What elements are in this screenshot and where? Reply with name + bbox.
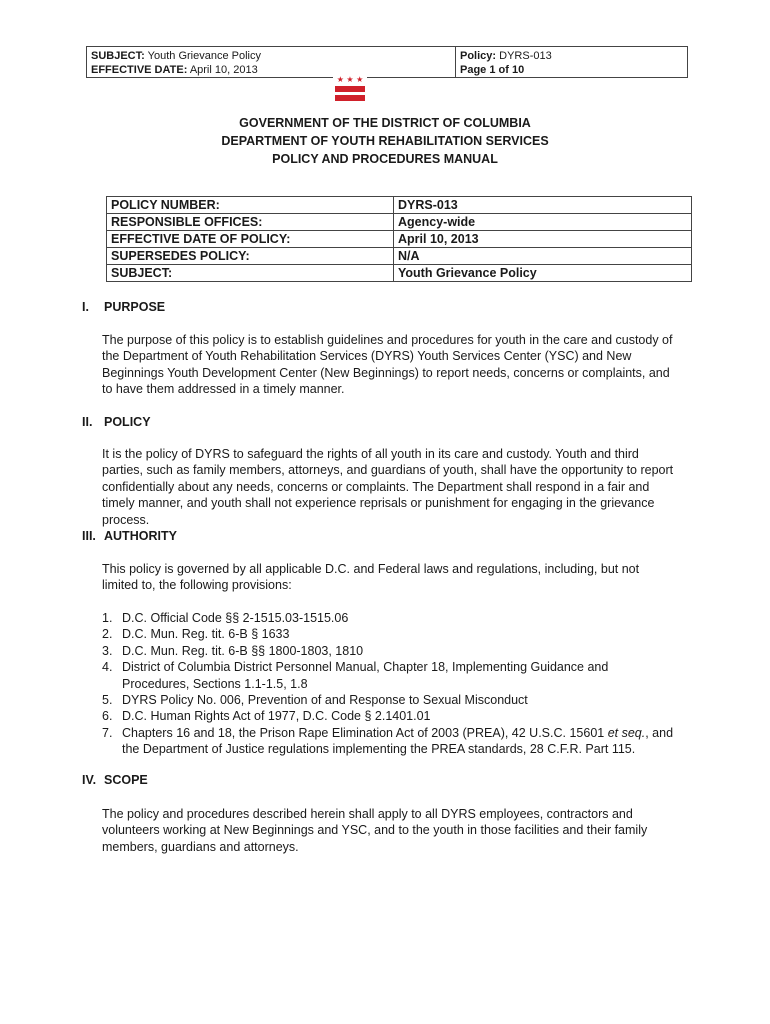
list-item: 2. D.C. Mun. Reg. tit. 6-B § 1633 <box>102 627 290 642</box>
section-heading-authority <box>82 528 177 544</box>
section-title: PURPOSE <box>104 300 166 314</box>
dc-flag-icon <box>333 73 367 103</box>
list-item: 3. D.C. Mun. Reg. tit. 6-B §§ 1800-1803, 1810 <box>102 643 364 658</box>
scope-paragraph: The policy and procedures described herein shall apply to all DYRS employees, contractors and volunteers working at New Beginnings and YSC, and to the youth in those facilities and their family members, guardians and attorneys. <box>102 807 648 854</box>
responsible-offices-value: Agency-wide <box>394 214 692 231</box>
list-item: 7. Chapters 16 and 18, the Prison Rape Elimination Act of 2003 (PREA), 42 U.S.C. 15601 et seq., and the Department of Justice regulations implementing the PREA standards, 28 C.F.R. Part 115. <box>102 725 674 757</box>
supersedes-label: SUPERSEDES POLICY: <box>107 248 394 265</box>
page-header <box>86 46 688 78</box>
list-item: 4. District of Columbia District Personnel Manual, Chapter 18, Implementing Guidance and Procedures, Sections 1.1-1.5, 1.8 <box>102 660 609 691</box>
policy-paragraph: It is the policy of DYRS to safeguard the rights of all youth in its care and custody. Youth and third parties, such as family members, attorneys, and guardians of youth, shall have the opportunity to report confidentially about any needs, concerns or complaints. The Department shall respond in a fair and timely manner, and youth shall not experience reprisals or punishment for engaging in the grievance process. <box>102 447 674 527</box>
subject-label: SUBJECT: <box>107 265 394 282</box>
header-policy-value: DYRS-013 <box>499 50 552 62</box>
section-title: AUTHORITY <box>104 529 177 543</box>
section-number: III. <box>82 529 96 543</box>
flag-stars: ★ ★ ★ <box>336 75 364 84</box>
document-titles <box>0 114 770 168</box>
section-heading-policy <box>82 414 151 430</box>
effective-date-value: April 10, 2013 <box>394 231 692 248</box>
authority-provisions-list <box>102 610 674 758</box>
section-heading-purpose <box>82 299 165 315</box>
header-right <box>456 47 552 77</box>
purpose-paragraph: The purpose of this policy is to establish guidelines and procedures for youth in the care and custody of the Department of Youth Rehabilitation Services (DYRS) Youth Services Center (YSC) and New Beginnings Youth Development Center (New Beginnings) to report needs, concerns or complaints, and to have them addressed in a timely manner. <box>102 333 673 397</box>
subject-value: Youth Grievance Policy <box>394 265 692 282</box>
header-subject <box>91 49 455 63</box>
section-number: IV. <box>82 773 97 787</box>
header-subject-value: Youth Grievance Policy <box>147 50 261 62</box>
table-row <box>107 214 692 231</box>
section-heading-scope <box>82 772 148 788</box>
header-page-number: Page 1 of 10 <box>460 64 525 76</box>
supersedes-value: N/A <box>394 248 692 265</box>
authority-paragraph: This policy is governed by all applicable D.C. and Federal laws and regulations, including, but not limited to, the following provisions: <box>102 562 640 593</box>
section-number: II. <box>82 415 93 429</box>
table-row <box>107 265 692 282</box>
header-left <box>87 47 456 77</box>
list-item: 6. D.C. Human Rights Act of 1977, D.C. Code § 2.1401.01 <box>102 709 431 724</box>
section-title: SCOPE <box>104 773 148 787</box>
title-manual: POLICY AND PROCEDURES MANUAL <box>272 152 498 166</box>
header-subject-label: SUBJECT: <box>91 50 145 62</box>
policy-number-label: POLICY NUMBER: <box>107 197 394 214</box>
header-policy <box>460 49 552 63</box>
table-row <box>107 248 692 265</box>
section-title: POLICY <box>104 415 151 429</box>
header-effective-date <box>91 63 455 77</box>
list-item: 1. D.C. Official Code §§ 2-1515.03-1515.06 <box>102 611 349 625</box>
list-item: 5. DYRS Policy No. 006, Prevention of and Response to Sexual Misconduct <box>102 693 528 708</box>
header-effective-value: April 10, 2013 <box>189 64 258 76</box>
responsible-offices-label: RESPONSIBLE OFFICES: <box>107 214 394 231</box>
section-number: I. <box>82 300 89 314</box>
header-policy-label: Policy: <box>460 50 497 62</box>
policy-info-table <box>106 196 692 282</box>
title-government: GOVERNMENT OF THE DISTRICT OF COLUMBIA <box>239 116 531 130</box>
title-department: DEPARTMENT OF YOUTH REHABILITATION SERVICES <box>221 134 549 148</box>
effective-date-label: EFFECTIVE DATE OF POLICY: <box>107 231 394 248</box>
header-effective-label: EFFECTIVE DATE: <box>91 64 188 76</box>
policy-number-value: DYRS-013 <box>394 197 692 214</box>
table-row <box>107 197 692 214</box>
table-row <box>107 231 692 248</box>
